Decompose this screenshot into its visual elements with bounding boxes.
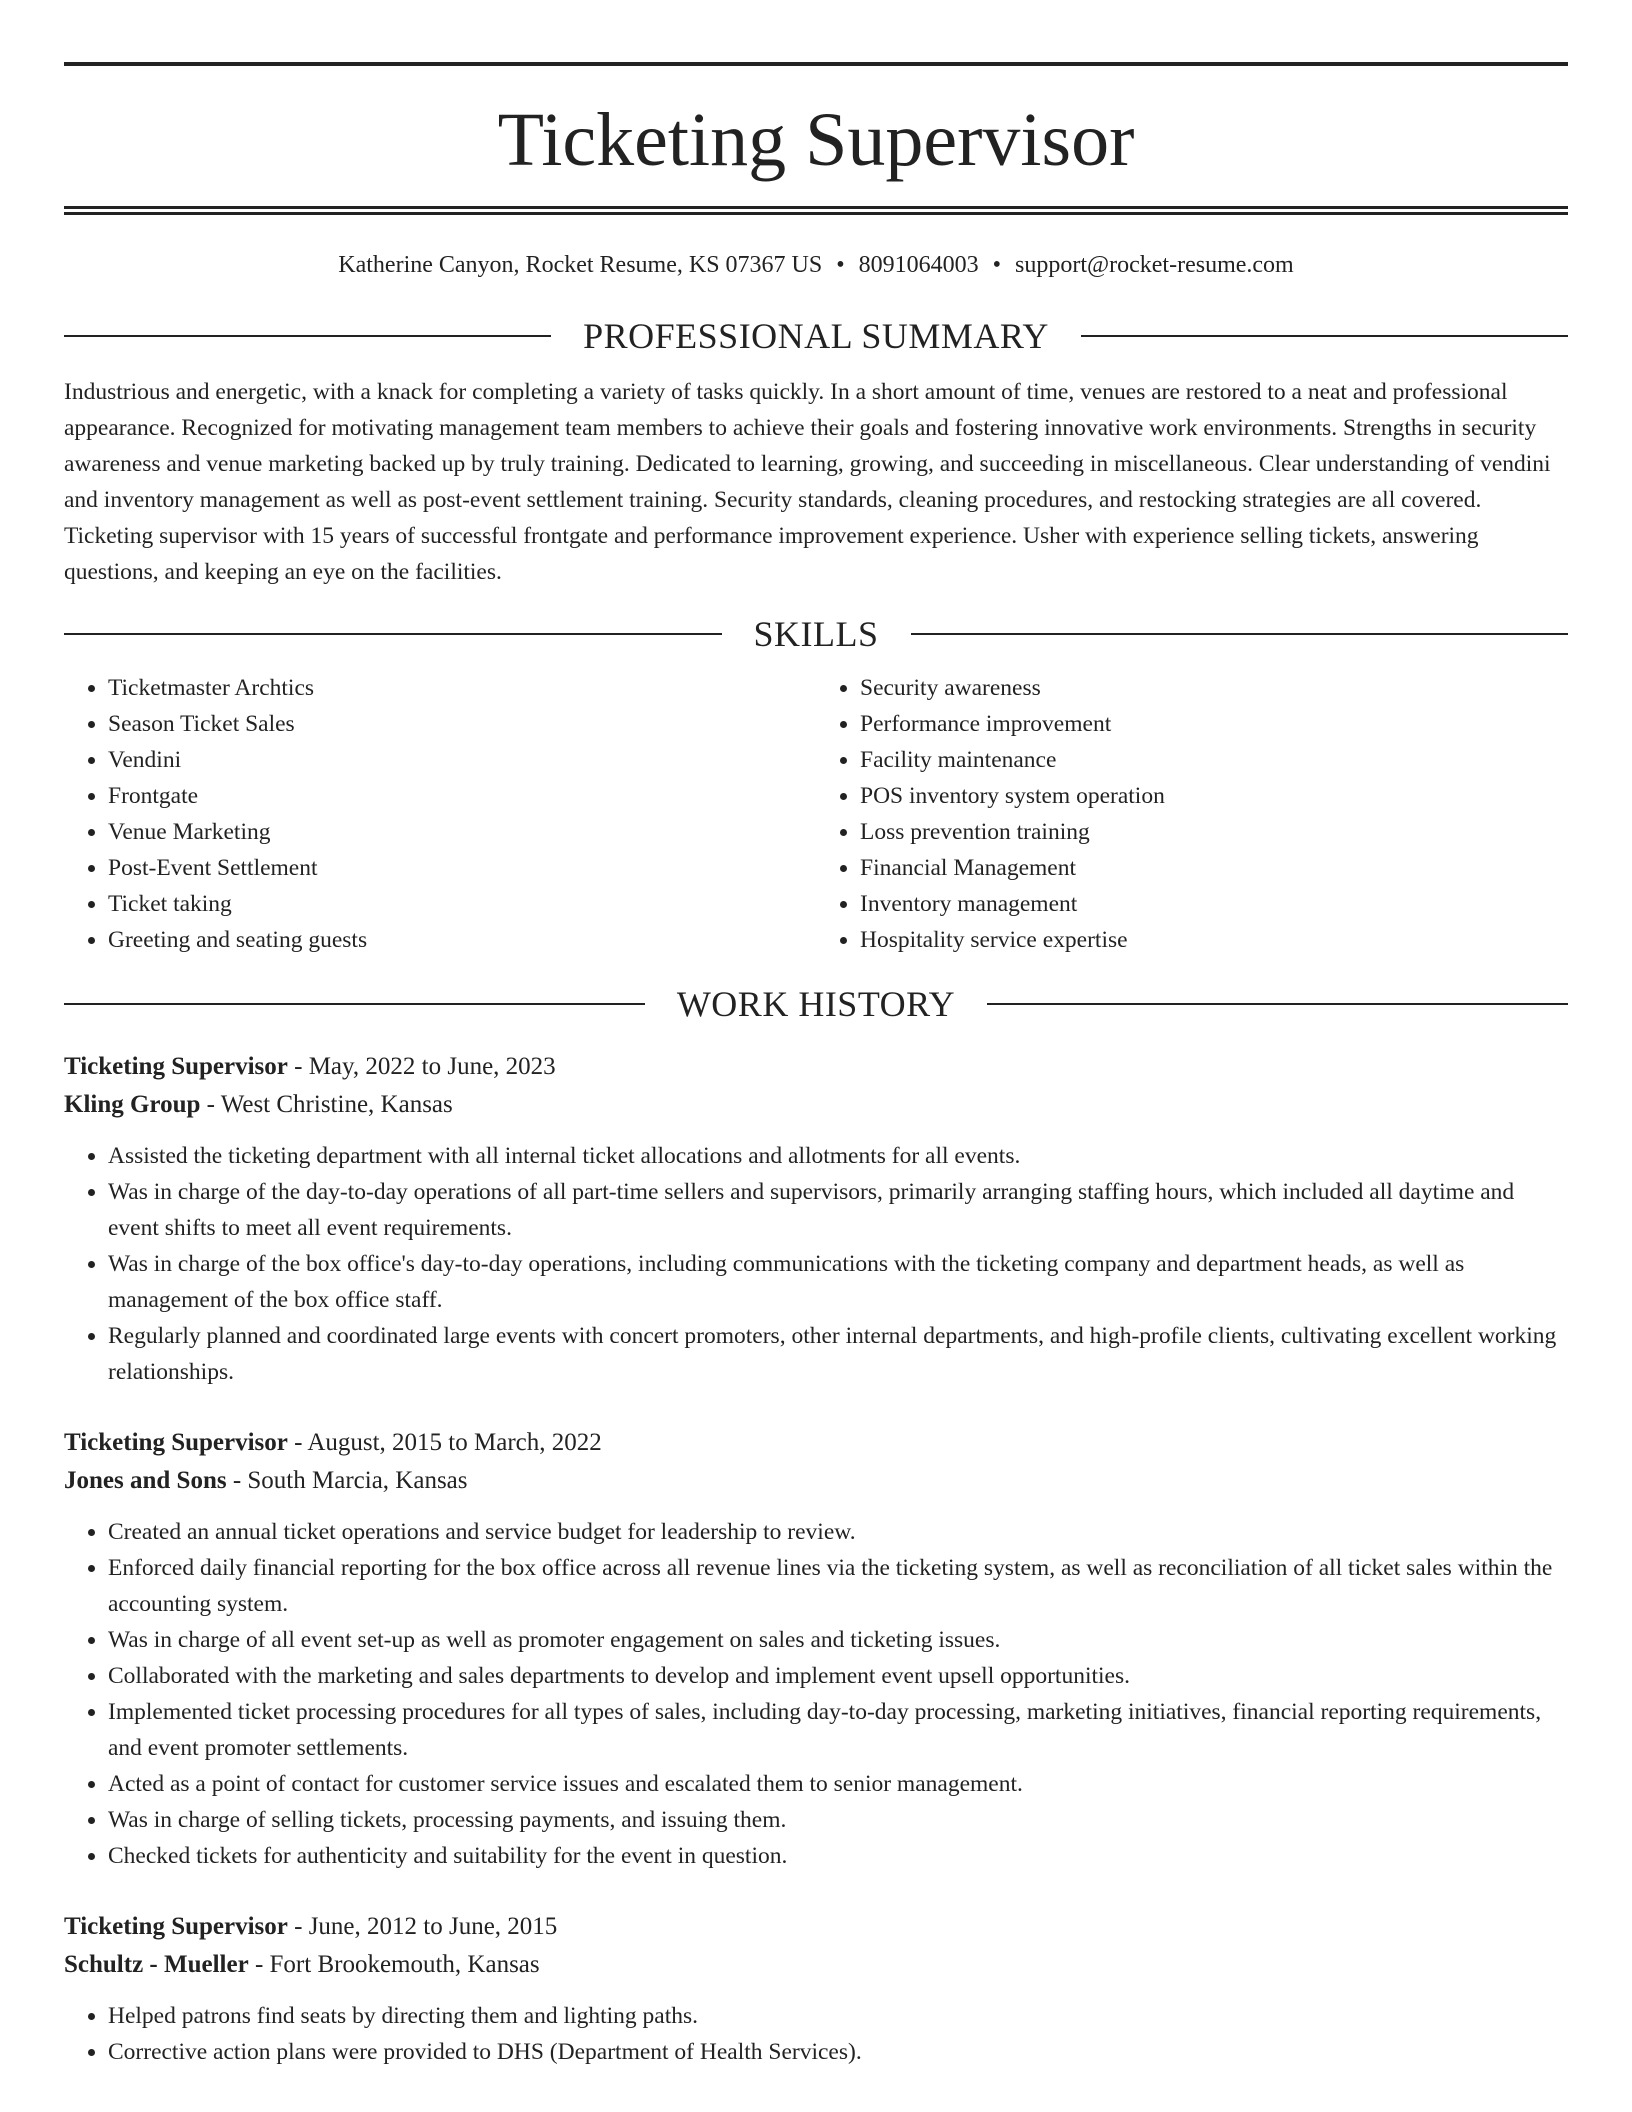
list-item: • Regularly planned and coordinated large events with concert promoters, other internal departments, and high-profile clients, cultivating excellent working relationships. (108, 1318, 1568, 1390)
heading-rule-left (64, 633, 722, 635)
list-item: • Performance improvement (860, 706, 1568, 742)
list-item: • Enforced daily financial reporting for the box office across all revenue lines via the ticketing system, as well as reconciliation of all ticket sales within the accounting system. (108, 1550, 1568, 1622)
job-title: Ticketing Supervisor (64, 1428, 288, 1456)
job-title-line (64, 1908, 1568, 1946)
job-company: Kling Group (64, 1090, 201, 1118)
list-item: • POS inventory system operation (860, 778, 1568, 814)
heading-rule-left (64, 1003, 645, 1005)
list-item: • Financial Management (860, 850, 1568, 886)
list-item: • Acted as a point of contact for customer service issues and escalated them to senior management. (108, 1766, 1568, 1802)
job-location: - South Marcia, Kansas (226, 1466, 468, 1494)
list-item: • Vendini (108, 742, 816, 778)
skills-column-left (64, 670, 816, 958)
heading-rule-right (1081, 335, 1568, 337)
job-bullets (64, 1998, 1568, 2070)
list-item: • Ticket taking (108, 886, 816, 922)
job-entry (64, 1048, 1568, 1390)
heading-rule-left (64, 335, 551, 337)
job-company-line (64, 1946, 1568, 1984)
heading-rule-right (987, 1003, 1568, 1005)
job-bullets (64, 1514, 1568, 1874)
list-item: • Facility maintenance (860, 742, 1568, 778)
list-item: • Frontgate (108, 778, 816, 814)
job-dates: - June, 2012 to June, 2015 (287, 1912, 558, 1940)
title-double-rule (64, 206, 1568, 215)
list-item: • Was in charge of all event set-up as well as promoter engagement on sales and ticketing issues. (108, 1622, 1568, 1658)
summary-heading: PROFESSIONAL SUMMARY (583, 315, 1049, 356)
list-item: • Collaborated with the marketing and sales departments to develop and implement event upsell opportunities. (108, 1658, 1568, 1694)
summary-heading-row (64, 315, 1568, 356)
contact-address: Katherine Canyon, Rocket Resume, KS 07367 US (338, 252, 823, 278)
list-item: • Post-Event Settlement (108, 850, 816, 886)
job-dates: - August, 2015 to March, 2022 (287, 1428, 602, 1456)
contact-separator: • (836, 252, 845, 278)
list-item: • Season Ticket Sales (108, 706, 816, 742)
contact-line (64, 251, 1568, 280)
list-item: • Was in charge of the box office's day-to-day operations, including communications with the ticketing company and department heads, as well as management of the box office staff. (108, 1246, 1568, 1318)
job-company-line (64, 1086, 1568, 1124)
summary-text: Industrious and energetic, with a knack for completing a variety of tasks quickly. In a short amount of time, venues are restored to a neat and professional appearance. Recognized for motivating management team members to achieve their goals and fostering innovative work environments. Strengths in security awareness and venue marketing backed up by truly training. Dedicated to learning, growing, and succeeding in miscellaneous. Clear understanding of vendini and inventory management as well as post-event settlement training. Security standards, cleaning procedures, and restocking strategies are all covered. Ticketing supervisor with 15 years of successful frontgate and performance improvement experience. Usher with experience selling tickets, answering questions, and keeping an eye on the facilities. (64, 378, 1551, 585)
list-item: • Hospitality service expertise (860, 922, 1568, 958)
job-location: - West Christine, Kansas (200, 1090, 453, 1118)
skills-heading: SKILLS (753, 613, 879, 654)
work-heading: WORK HISTORY (676, 983, 956, 1024)
skills-column-right (816, 670, 1568, 958)
list-item: • Venue Marketing (108, 814, 816, 850)
work-history-list (64, 1048, 1568, 2070)
list-item: • Inventory management (860, 886, 1568, 922)
contact-phone: 8091064003 (858, 252, 979, 278)
skills-list (64, 670, 1568, 958)
list-item: • Was in charge of the day-to-day operations of all part-time sellers and supervisors, primarily arranging staffing hours, which included all daytime and event shifts to meet all event requirements. (108, 1174, 1568, 1246)
job-bullets (64, 1138, 1568, 1390)
skills-heading-row (64, 613, 1568, 654)
list-item: • Security awareness (860, 670, 1568, 706)
list-item: • Corrective action plans were provided to DHS (Department of Health Services). (108, 2034, 1568, 2070)
contact-separator: • (992, 252, 1002, 278)
job-title-line (64, 1048, 1568, 1086)
heading-rule-right (911, 633, 1569, 635)
job-entry (64, 1424, 1568, 1874)
contact-email: support@rocket-resume.com (1015, 252, 1294, 278)
list-item: • Was in charge of selling tickets, processing payments, and issuing them. (108, 1802, 1568, 1838)
list-item: • Greeting and seating guests (108, 922, 816, 958)
list-item: • Checked tickets for authenticity and suitability for the event in question. (108, 1838, 1568, 1874)
top-rule (64, 62, 1568, 66)
job-title: Ticketing Supervisor (64, 1912, 288, 1940)
job-company-line (64, 1462, 1568, 1500)
list-item: • Ticketmaster Archtics (108, 670, 816, 706)
list-item: • Implemented ticket processing procedures for all types of sales, including day-to-day processing, marketing initiatives, financial reporting requirements, and event promoter settlements. (108, 1694, 1568, 1766)
job-title-line (64, 1424, 1568, 1462)
job-dates: - May, 2022 to June, 2023 (287, 1052, 556, 1080)
list-item: • Assisted the ticketing department with all internal ticket allocations and allotments for all events. (108, 1138, 1568, 1174)
list-item: • Loss prevention training (860, 814, 1568, 850)
job-company: Schultz - Mueller (64, 1950, 249, 1978)
job-location: - Fort Brookemouth, Kansas (248, 1950, 540, 1978)
list-item: • Helped patrons find seats by directing them and lighting paths. (108, 1998, 1568, 2034)
list-item: • Created an annual ticket operations and service budget for leadership to review. (108, 1514, 1568, 1550)
job-title: Ticketing Supervisor (64, 1052, 288, 1080)
page-title: Ticketing Supervisor (497, 98, 1135, 182)
job-company: Jones and Sons (64, 1466, 227, 1494)
job-entry (64, 1908, 1568, 2070)
work-heading-row (64, 983, 1568, 1024)
